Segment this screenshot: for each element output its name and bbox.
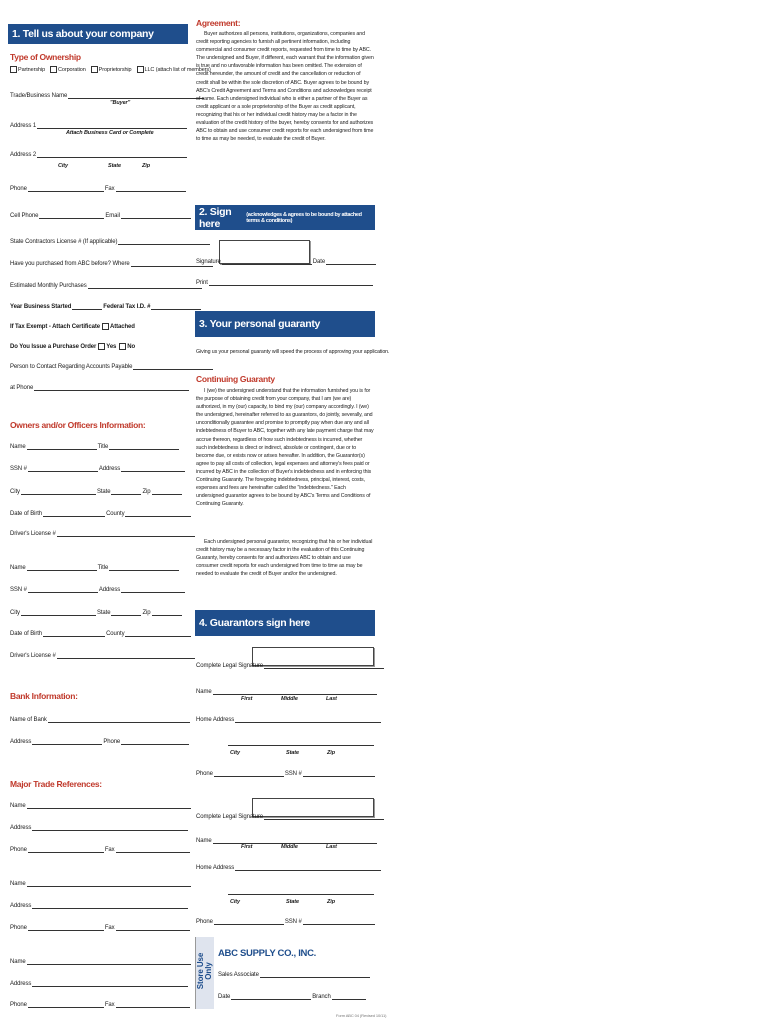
year-tax-row — [10, 303, 202, 310]
contact-payable-label: Person to Contact Regarding Accounts Payable — [10, 364, 133, 370]
owner2-dob-label: Date of Birth — [10, 631, 43, 637]
signature-row — [196, 258, 377, 265]
cell-email-row — [10, 212, 192, 219]
license-field[interactable] — [118, 238, 210, 245]
sales-associate-label: Sales Associate — [218, 972, 259, 978]
ownership-options — [10, 66, 211, 73]
guarantor2-phone-label: Phone — [196, 919, 213, 925]
owner1-dl-field[interactable] — [57, 530, 195, 537]
yes-checkbox[interactable] — [98, 343, 105, 350]
owner1-city-field[interactable] — [21, 488, 96, 495]
no-checkbox[interactable] — [119, 343, 126, 350]
bank-name-field[interactable] — [48, 716, 190, 723]
owner1-city-row — [10, 488, 183, 495]
bank-address-field[interactable] — [32, 738, 102, 745]
no-label: No — [127, 344, 136, 350]
guarantor2-name-row — [196, 837, 378, 844]
owner2-ssn-field[interactable] — [28, 586, 98, 593]
trade-name-row — [10, 92, 205, 99]
guarantor1-line2[interactable] — [228, 745, 374, 746]
owner2-title-field[interactable] — [109, 564, 179, 571]
print-label: Print — [196, 280, 208, 286]
address1-field[interactable] — [37, 122, 187, 129]
trade1-address-row — [10, 824, 189, 831]
owner2-state-label: State — [96, 610, 111, 616]
trade-heading: Major Trade References: — [10, 779, 102, 789]
address1-row — [10, 122, 188, 129]
guarantor1-home-label: Home Address — [196, 717, 235, 723]
contact-payable-field[interactable] — [133, 363, 213, 370]
buyer-note: "Buyer" — [110, 100, 131, 106]
guarantor2-signature-row — [196, 813, 385, 820]
owner2-zip-field[interactable] — [152, 609, 182, 616]
trade3-address-field[interactable] — [32, 980, 188, 987]
guarantor2-last-caption: Last — [326, 844, 337, 850]
store-use-company: ABC SUPPLY CO., INC. — [218, 948, 316, 959]
guarantor1-name-row — [196, 688, 378, 695]
purchase-order-label: Do You Issue a Purchase Order — [10, 344, 97, 350]
cell-phone-label: Cell Phone — [10, 213, 39, 219]
bank-address-label: Address — [10, 739, 32, 745]
trade1-address-field[interactable] — [32, 824, 188, 831]
section3-title: 3. Your personal guaranty — [199, 318, 321, 330]
address2-row — [10, 151, 188, 158]
bank-name-label: Name of Bank — [10, 717, 47, 723]
date-label: Date — [312, 259, 326, 265]
store-use-label — [197, 939, 213, 1003]
address1-label: Address 1 — [10, 123, 37, 129]
agreement-text: Buyer authorizes all persons, institutions, organizations, companies and credit reporting agencies to furnish all pertinent information, including commercial and consumer credit reports, requested from time to time by ABC. The undersigned and Buyer, if different, each warrant that the information given is true and no unfavorable information has been omitted. The extension of credit hereunder, the amount of credit and the cancellation or reduction of credit shall be within the sole discretion of ABC. Buyer agrees to be bound by ABC's Credit Agreement and Terms and Conditions and acknowledges receipt of same. Each undersigned individual who is either a partner of the Buyer as credit applicant or a sole proprietorship of the Buyer as credit applicant, recognizing that his or her individual credit history may be a factor in the evaluation of the credit history of the buyer, hereby consents for and authorizes ABC to obtain and use consumer credit reports for each undersigned from time to time as may be needed, to evaluate the credit of Buyer. — [196, 31, 374, 143]
guarantor2-signature-label: Complete Legal Signature — [196, 814, 263, 820]
address2-field[interactable] — [37, 151, 187, 158]
trade1-fax-label: Fax — [104, 847, 115, 853]
guarantor2-phone-row — [196, 918, 376, 925]
purchase-order-row — [10, 343, 135, 350]
date-branch-row — [218, 993, 367, 1000]
section3-header — [195, 311, 375, 337]
guarantor1-phone-field[interactable] — [214, 770, 284, 777]
type-of-ownership-heading: Type of Ownership — [10, 52, 81, 62]
store-date-label: Date — [218, 994, 231, 1000]
federal-tax-field[interactable] — [151, 303, 201, 310]
bank-phone-label: Phone — [103, 739, 121, 745]
federal-tax-label: Federal Tax I.D. # — [103, 304, 151, 310]
signature-field[interactable] — [222, 258, 312, 265]
partnership-checkbox[interactable] — [10, 66, 17, 73]
owner2-name-row — [10, 564, 180, 571]
store-use-line1: Store Use — [196, 952, 205, 990]
trade2-fax-label: Fax — [104, 925, 115, 931]
owner1-dob-label: Date of Birth — [10, 511, 43, 517]
bank-heading: Bank Information: — [10, 691, 78, 701]
trade2-name-field[interactable] — [27, 880, 191, 887]
guarantor2-state-caption: State — [286, 899, 299, 905]
owner1-zip-label: Zip — [142, 489, 151, 495]
owner2-dl-label: Driver's License # — [10, 653, 56, 659]
trade1-name-label: Name — [10, 803, 26, 809]
owner2-title-label: Title — [97, 565, 109, 571]
sales-associate-field[interactable] — [260, 971, 370, 978]
guarantor1-first-caption: First — [241, 696, 253, 702]
guarantor2-first-caption: First — [241, 844, 253, 850]
owner1-dl-label: Driver's License # — [10, 531, 56, 537]
guarantor1-ssn-label: SSN # — [284, 771, 302, 777]
bank-address-row — [10, 738, 190, 745]
license-label: State Contractors License # (If applicable) — [10, 239, 118, 245]
guarantor1-name-label: Name — [196, 689, 212, 695]
owner1-title-label: Title — [97, 444, 109, 450]
purchased-before-label: Have you purchased from ABC before? Where — [10, 261, 130, 267]
owner1-name-row — [10, 443, 180, 450]
continuing-guaranty-para1: I (we) the undersigned understand that the information furnished you is for the purpose of obtaining credit from your company, that I am (we are) authorized, in my (our) capacity, to bind my (our) company accordingly. I (we) the undersigned, hereinafter referred to as guarantors, do jointly, severally, and unconditionally guarantee and promise to promptly pay when due any and all indebtedness of Buyer to ABC, together with any late payment charge that may accrue thereon, regardless of how such indebtedness is incurred, whether such indebtedness is direct or indirect, absolute or contingent, due or to become due, or exists now or arises hereafter. In addition, the Guarantor(s) agree to pay all costs of collection, legal expenses and attorney's fees paid or incurred by ABC in the collection of Buyer's indebtedness and in enforcing this Continuing Guaranty. The foregoing indebtedness, principal, interest, costs, expenses and fees are hereinafter called the "indebtedness." Each undersigned guarantor agrees to be bound by ABC's Terms and Conditions of Continuing Guaranty. — [196, 388, 374, 508]
trade2-phone-label: Phone — [10, 925, 27, 931]
trade2-name-label: Name — [10, 881, 26, 887]
owner1-dl-row — [10, 530, 196, 537]
trade2-address-field[interactable] — [32, 902, 188, 909]
owner2-dl-row — [10, 652, 196, 659]
yes-label: Yes — [106, 344, 117, 350]
guarantor1-zip-caption: Zip — [327, 750, 335, 756]
est-monthly-field[interactable] — [88, 282, 202, 289]
fax-label: Fax — [104, 186, 115, 192]
guarantor1-phone-row — [196, 770, 376, 777]
partnership-label: Partnership — [18, 67, 46, 73]
guarantor2-zip-caption: Zip — [327, 899, 335, 905]
guarantor1-home-field[interactable] — [235, 716, 381, 723]
guarantor2-home-label: Home Address — [196, 865, 235, 871]
owner1-ssn-row — [10, 465, 186, 472]
est-monthly-row — [10, 282, 203, 289]
guarantor1-name-field[interactable] — [213, 688, 377, 695]
attached-label: Attached — [109, 324, 135, 330]
trade3-address-row — [10, 980, 189, 987]
guarantor2-phone-field[interactable] — [214, 918, 284, 925]
owner1-county-label: County — [106, 511, 125, 517]
trade1-name-row — [10, 802, 192, 809]
guarantor2-middle-caption: Middle — [281, 844, 298, 850]
trade3-phone-field[interactable] — [28, 1001, 104, 1008]
print-row — [196, 279, 374, 286]
city-caption: City — [58, 163, 68, 169]
guarantor2-line2[interactable] — [228, 894, 374, 895]
trade1-phone-row — [10, 846, 191, 853]
owner2-address-field[interactable] — [121, 586, 185, 593]
owner1-title-field[interactable] — [109, 443, 179, 450]
tax-exempt-row — [10, 323, 135, 330]
owner2-address-label: Address — [98, 587, 121, 593]
email-field[interactable] — [121, 212, 191, 219]
section1-title: 1. Tell us about your company — [12, 28, 154, 40]
trade1-phone-field[interactable] — [28, 846, 104, 853]
store-date-field[interactable] — [231, 993, 311, 1000]
trade3-name-field[interactable] — [27, 958, 191, 965]
purchased-before-row — [10, 260, 214, 267]
agreement-heading: Agreement: — [196, 18, 241, 28]
date-field[interactable] — [326, 258, 376, 265]
sales-associate-row — [218, 971, 371, 978]
proprietorship-label: Proprietorship — [98, 67, 132, 73]
year-started-field[interactable] — [72, 303, 102, 310]
section4-header — [195, 610, 375, 636]
section2-title: 2. Sign here — [199, 205, 232, 230]
guarantor1-home-row — [196, 716, 382, 723]
owner1-address-label: Address — [98, 466, 121, 472]
at-phone-label: at Phone — [10, 385, 34, 391]
guarantor2-signature-field[interactable] — [264, 813, 384, 820]
owner1-state-field[interactable] — [111, 488, 141, 495]
llc-checkbox[interactable] — [137, 66, 144, 73]
proprietorship-checkbox[interactable] — [91, 66, 98, 73]
trade-name-field[interactable] — [68, 92, 204, 99]
trade2-phone-field[interactable] — [28, 924, 104, 931]
trade1-address-label: Address — [10, 825, 32, 831]
owner2-zip-label: Zip — [142, 610, 151, 616]
phone-label: Phone — [10, 186, 27, 192]
guarantor2-name-label: Name — [196, 838, 212, 844]
guarantor2-ssn-label: SSN # — [284, 919, 302, 925]
trade3-name-row — [10, 958, 192, 965]
owner2-dob-row — [10, 630, 192, 637]
owner2-dl-field[interactable] — [57, 652, 195, 659]
guarantor1-city-caption: City — [230, 750, 240, 756]
address2-label: Address 2 — [10, 152, 37, 158]
bank-phone-field[interactable] — [121, 738, 189, 745]
trade2-name-row — [10, 880, 192, 887]
trade3-phone-label: Phone — [10, 1002, 27, 1008]
at-phone-row — [10, 384, 190, 391]
corporation-label: Corporation — [58, 67, 86, 73]
guarantor1-signature-field[interactable] — [264, 662, 384, 669]
corporation-checkbox[interactable] — [50, 66, 57, 73]
guarantor1-signature-row — [196, 662, 385, 669]
continuing-guaranty-heading: Continuing Guaranty — [196, 374, 275, 384]
guaranty-intro: Giving us your personal guaranty will speed the process of approving your application. — [196, 349, 390, 355]
owner1-zip-field[interactable] — [152, 488, 182, 495]
guarantor2-home-row — [196, 864, 382, 871]
license-row — [10, 238, 211, 245]
store-branch-label: Branch — [312, 994, 331, 1000]
trade3-fax-field[interactable] — [116, 1001, 190, 1008]
state-caption: State — [108, 163, 121, 169]
guarantor1-phone-label: Phone — [196, 771, 213, 777]
owner2-ssn-row — [10, 586, 186, 593]
guarantor2-city-caption: City — [230, 899, 240, 905]
owner1-county-field[interactable] — [125, 510, 191, 517]
trade1-name-field[interactable] — [27, 802, 191, 809]
owner2-name-label: Name — [10, 565, 26, 571]
guarantor1-middle-caption: Middle — [281, 696, 298, 702]
guarantor1-state-caption: State — [286, 750, 299, 756]
owner2-ssn-label: SSN # — [10, 587, 27, 593]
section2-header — [195, 205, 375, 230]
owner1-ssn-field[interactable] — [28, 465, 98, 472]
section4-title: 4. Guarantors sign here — [199, 617, 310, 629]
email-label: Email — [105, 213, 120, 219]
owner1-dob-row — [10, 510, 192, 517]
owner1-ssn-label: SSN # — [10, 466, 27, 472]
at-phone-field[interactable] — [34, 384, 189, 391]
cell-phone-field[interactable] — [39, 212, 104, 219]
llc-label: LLC (attach list of members) — [144, 67, 211, 73]
section2-subtitle: (acknowledges & agrees to be bound by attached terms & conditions) — [246, 211, 362, 224]
trade3-phone-row — [10, 1001, 191, 1008]
form-id: Form ABC 04 (Revised 10/11) — [336, 1013, 387, 1018]
phone-field[interactable] — [28, 185, 104, 192]
owner2-state-field[interactable] — [111, 609, 141, 616]
owner2-city-label: City — [10, 610, 20, 616]
guarantor2-name-field[interactable] — [213, 837, 377, 844]
owner2-dob-field[interactable] — [43, 630, 105, 637]
phone-fax-row — [10, 185, 187, 192]
tax-exempt-label: If Tax Exempt - Attach Certificate — [10, 324, 100, 330]
owners-heading: Owners and/or Officers Information: — [10, 420, 146, 430]
section1-header — [8, 24, 188, 44]
signature-label: Signature — [196, 259, 221, 265]
bank-name-row — [10, 716, 191, 723]
guarantor2-home-field[interactable] — [235, 864, 381, 871]
trade2-address-label: Address — [10, 903, 32, 909]
owner1-name-field[interactable] — [27, 443, 97, 450]
trade2-phone-row — [10, 924, 191, 931]
owner1-address-field[interactable] — [121, 465, 185, 472]
owner2-city-row — [10, 609, 183, 616]
store-use-line2: Only — [204, 962, 213, 980]
attached-checkbox[interactable] — [102, 323, 109, 330]
owner2-county-field[interactable] — [125, 630, 191, 637]
trade3-name-label: Name — [10, 959, 26, 965]
guarantor2-ssn-field[interactable] — [303, 918, 375, 925]
owner2-city-field[interactable] — [21, 609, 96, 616]
trade2-address-row — [10, 902, 189, 909]
print-field[interactable] — [209, 279, 373, 286]
guarantor1-ssn-field[interactable] — [303, 770, 375, 777]
trade1-fax-field[interactable] — [116, 846, 190, 853]
trade2-fax-field[interactable] — [116, 924, 190, 931]
continuing-guaranty-para2: Each undersigned personal guarantor, recognizing that his or her individual credit history may be a necessary factor in the evaluation of this Continuing Guaranty, hereby consents for and authorizes ABC to obtain and use consumer credit reports for each undersigned from time to time as may be needed to evaluate the credit of Buyer and/or the undersigned. — [196, 539, 373, 578]
est-monthly-label: Estimated Monthly Purchases — [10, 283, 87, 289]
fax-field[interactable] — [116, 185, 186, 192]
guarantor1-last-caption: Last — [326, 696, 337, 702]
owner2-county-label: County — [106, 631, 125, 637]
year-started-label: Year Business Started — [10, 304, 72, 310]
owner1-city-label: City — [10, 489, 20, 495]
trade-name-label: Trade/Business Name — [10, 93, 68, 99]
trade1-phone-label: Phone — [10, 847, 27, 853]
store-branch-field[interactable] — [332, 993, 366, 1000]
trade3-address-label: Address — [10, 981, 32, 987]
owner2-name-field[interactable] — [27, 564, 97, 571]
owner1-state-label: State — [96, 489, 111, 495]
trade3-fax-label: Fax — [104, 1002, 115, 1008]
zip-caption: Zip — [142, 163, 150, 169]
owner1-dob-field[interactable] — [43, 510, 105, 517]
attach-note: Attach Business Card or Complete — [66, 130, 154, 136]
owner1-name-label: Name — [10, 444, 26, 450]
contact-payable-row — [10, 363, 214, 370]
guarantor1-signature-label: Complete Legal Signature — [196, 663, 263, 669]
